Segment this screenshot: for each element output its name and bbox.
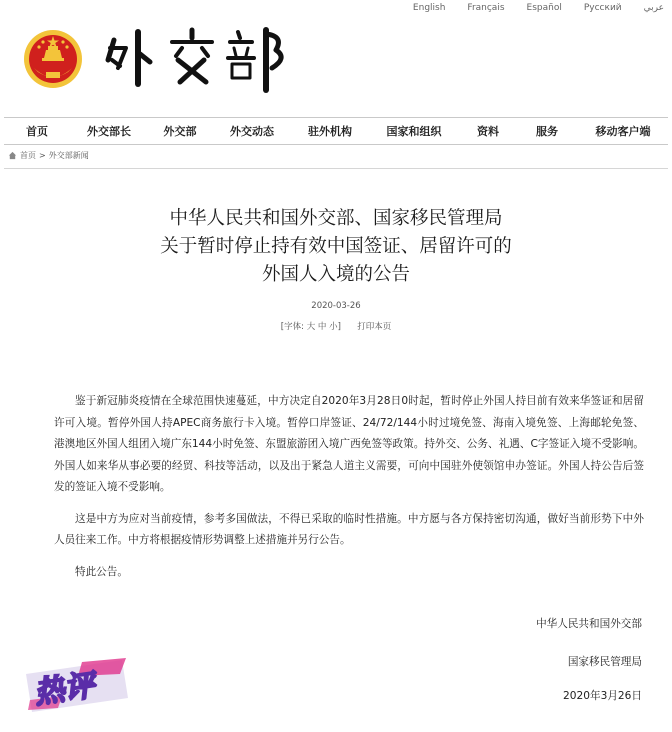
signature-ministry: 中华人民共和国外交部 bbox=[536, 618, 642, 630]
article-body bbox=[54, 391, 644, 593]
font-size-close: ] bbox=[337, 322, 341, 332]
article-title-line: 外国人入境的公告 bbox=[261, 264, 410, 285]
hot-comment-sticker-icon[interactable] bbox=[22, 656, 132, 716]
article bbox=[4, 168, 668, 728]
lang-russian[interactable]: Русский bbox=[583, 3, 622, 13]
language-bar bbox=[413, 3, 664, 13]
nav-foreign-minister[interactable]: 外交部长 bbox=[87, 125, 131, 138]
sticker-text: 热评 bbox=[32, 668, 97, 712]
nav-ministry[interactable]: 外交部 bbox=[163, 125, 197, 138]
lang-french[interactable]: Français bbox=[467, 3, 505, 13]
article-paragraph: 特此公告。 bbox=[75, 565, 128, 578]
article-paragraph: 这是中方为应对当前疫情，参考多国做法，不得已采取的临时性措施。中方愿与各方保持密切沟通，做好当前形势下中外人员往来工作。中方将根据疫情形势调整上述措施并另行公告。 bbox=[54, 512, 644, 546]
font-size-small[interactable]: 小 bbox=[329, 322, 338, 332]
site-header bbox=[0, 14, 672, 110]
nav-diplomatic-news[interactable]: 外交动态 bbox=[230, 125, 274, 138]
main-nav bbox=[4, 117, 668, 145]
lang-arabic[interactable]: عربي bbox=[643, 3, 664, 13]
article-title-line: 中华人民共和国外交部、国家移民管理局 bbox=[169, 208, 503, 229]
signature-immigration: 国家移民管理局 bbox=[567, 656, 642, 668]
breadcrumb bbox=[8, 150, 89, 161]
publish-date: 2020-03-26 bbox=[311, 301, 361, 311]
article-paragraph: 鉴于新冠肺炎疫情在全球范围快速蔓延，中方决定自2020年3月28日0时起，暂时停止外国人持目前有效来华签证和居留许可入境。暂停外国人持APEC商务旅行卡入境。暂停口岸签证、24/72/144小时过境免签、海南入境免签、上海邮轮免签、港澳地区外国人组团入境广东144小时免签、东盟旅游团入境广西免签等政策。持外交、公务、礼遇、C字签证入境不受影响。外国人如来华从事必要的经贸、科技等活动，以及出于紧急人道主义需要，可向中国驻外使领馆申办签证。外国人持公告后签发的签证入境不受影响。 bbox=[54, 395, 644, 493]
nav-services[interactable]: 服务 bbox=[536, 125, 558, 138]
site-title-calligraphy[interactable] bbox=[100, 18, 290, 98]
article-title-line: 关于暂时停止持有效中国签证、居留许可的 bbox=[160, 236, 512, 257]
signature-date: 2020年3月26日 bbox=[563, 690, 642, 702]
article-title bbox=[4, 205, 668, 289]
font-size-large[interactable]: 大 bbox=[306, 322, 316, 332]
home-icon bbox=[8, 151, 17, 160]
lang-spanish[interactable]: Español bbox=[526, 3, 562, 13]
print-button[interactable]: 打印本页 bbox=[357, 322, 392, 332]
article-tools bbox=[4, 320, 668, 332]
nav-mobile-client[interactable]: 移动客户端 bbox=[595, 125, 651, 138]
lang-english[interactable]: English bbox=[412, 3, 446, 13]
nav-missions-overseas[interactable]: 驻外机构 bbox=[308, 125, 352, 138]
breadcrumb-section[interactable]: 外交部新闻 bbox=[48, 151, 89, 160]
nav-resources[interactable]: 资料 bbox=[477, 125, 499, 138]
font-size-label: [字体: bbox=[280, 322, 304, 332]
nav-home[interactable]: 首页 bbox=[26, 125, 48, 138]
national-emblem-icon[interactable] bbox=[22, 28, 84, 90]
breadcrumb-separator: > bbox=[39, 151, 46, 160]
nav-countries-organizations[interactable]: 国家和组织 bbox=[386, 125, 442, 138]
breadcrumb-home[interactable]: 首页 bbox=[20, 151, 36, 160]
font-size-medium[interactable]: 中 bbox=[317, 322, 327, 332]
